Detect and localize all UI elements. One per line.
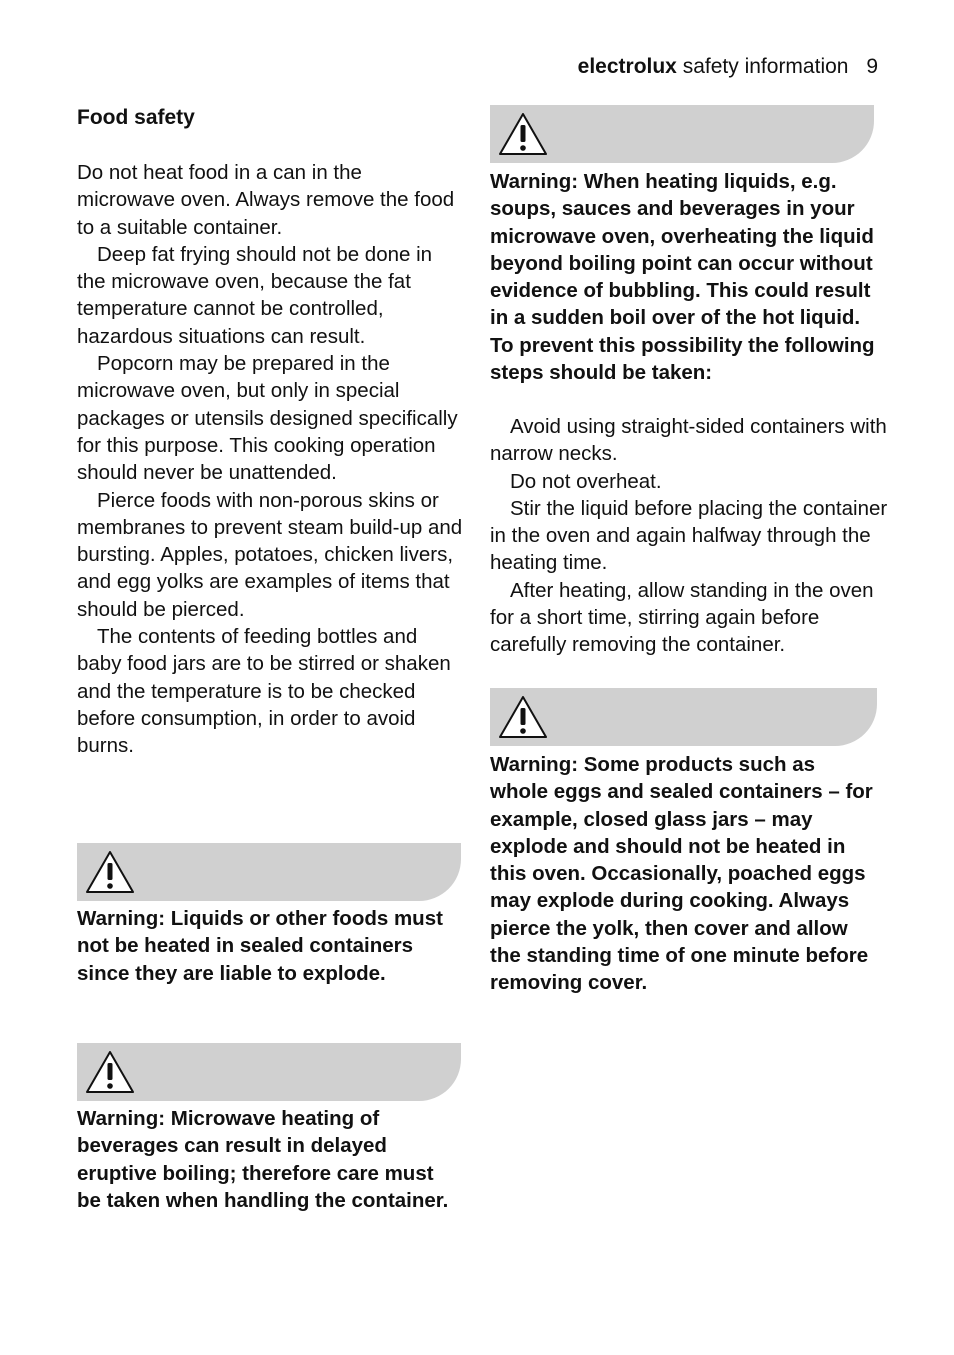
- food-safety-body: [77, 159, 463, 760]
- paragraph: The contents of feeding bottles and baby food jars are to be stirred or shaken and the temperature is to be checked before consumption, in order to avoid burns.: [77, 625, 451, 758]
- warning-triangle-icon: [84, 1049, 136, 1095]
- warning-text: Warning: When heating liquids, e.g. soups, sauces and beverages in your microwave oven, overheating the liquid beyond boiling point can occur without evidence of bubbling. This could result in a sudden boil over of the hot liquid. To prevent this possibility the following steps should be taken:: [490, 170, 875, 385]
- paragraph: Popcorn may be prepared in the microwave oven, but only in special packages or utensils designed specifically for this purpose. This cooking operation should never be unattended.: [77, 352, 458, 485]
- warning-bar: [490, 105, 874, 163]
- page-header: [578, 53, 878, 81]
- warning-text: Warning: Microwave heating of beverages can result in delayed eruptive boiling; therefore care must be taken when handling the container.: [77, 1107, 449, 1212]
- paragraph: Pierce foods with non-porous skins or membranes to prevent steam build-up and bursting. Apples, potatoes, chicken livers, and egg yolks are examples of items that should be pierced.: [77, 488, 463, 621]
- warning-bar: [77, 1043, 461, 1101]
- warning-triangle-icon: [497, 111, 549, 157]
- warning-bar: [490, 688, 877, 746]
- section-heading: Food safety: [77, 106, 195, 129]
- section-title: safety information: [682, 55, 849, 78]
- step: After heating, allow standing in the oven for a short time, stirring again before carefully removing the container.: [490, 578, 874, 657]
- warning-triangle-icon: [497, 694, 549, 740]
- step: Do not overheat.: [510, 469, 662, 493]
- paragraph: Do not heat food in a can in the microwave oven. Always remove the food to a suitable container.: [77, 161, 455, 239]
- step: Avoid using straight-sided containers with narrow necks.: [490, 415, 887, 466]
- warning-text: Warning: Liquids or other foods must not be heated in sealed containers since they are liable to explode.: [77, 907, 443, 985]
- warning-bar: [77, 843, 461, 901]
- warning-text: Warning: Some products such as whole eggs and sealed containers – for example, closed glass jars – may explode and should not be heated in this oven. Occasionally, poached eggs may explode during cooking. Always pierce the yolk, then cover and allow the standing time of one minute before removing cover.: [490, 753, 873, 995]
- warning-steps: [490, 413, 888, 659]
- warning-triangle-icon: [84, 849, 136, 895]
- brand-name: electrolux: [577, 55, 677, 78]
- step: Stir the liquid before placing the container in the oven and again halfway through the heating time.: [490, 496, 888, 575]
- page-number: 9: [866, 55, 878, 78]
- paragraph: Deep fat frying should not be done in the microwave oven, because the fat temperature cannot be controlled, hazardous situations can result.: [77, 242, 433, 348]
